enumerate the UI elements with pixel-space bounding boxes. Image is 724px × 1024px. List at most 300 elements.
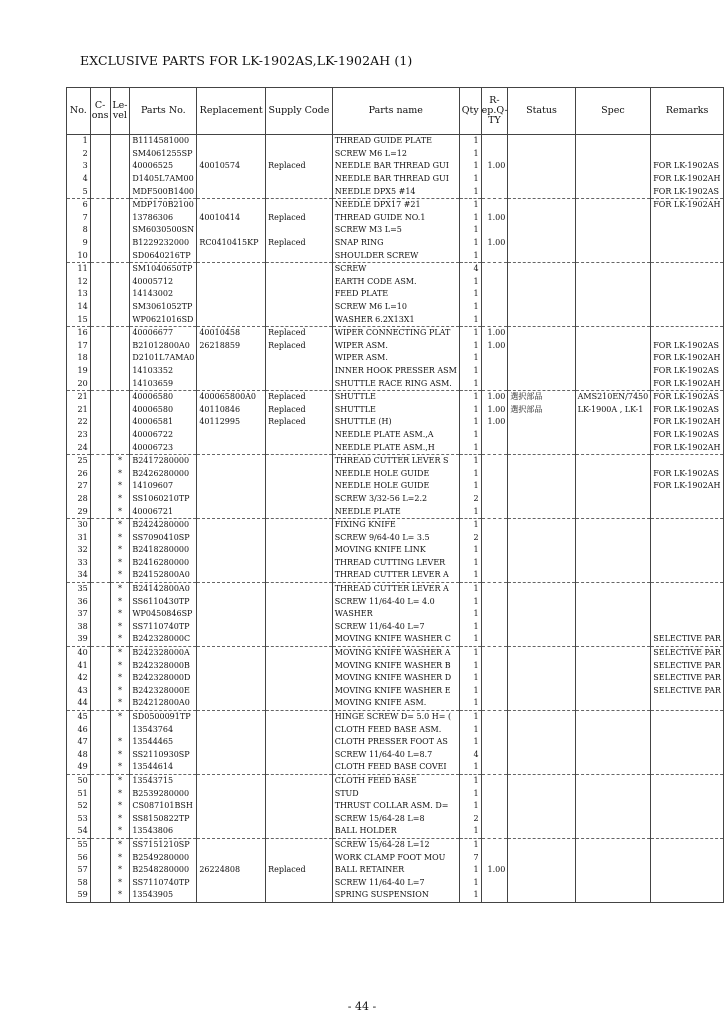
- cell-status: [508, 212, 575, 225]
- cell-replacement: [197, 672, 266, 685]
- cell-supply-code: [266, 749, 333, 762]
- cell-qty: 1: [459, 441, 481, 454]
- cell-level: *: [110, 736, 130, 749]
- cell-spec: [575, 340, 651, 353]
- cell-no: 4: [67, 173, 91, 186]
- table-row: [67, 429, 724, 442]
- cell-supply-code: Replaced: [266, 403, 333, 416]
- cell-level: [110, 352, 130, 365]
- cell-rep-qty: [481, 441, 508, 454]
- cell-cons: [90, 685, 110, 698]
- cell-spec: [575, 697, 651, 710]
- cell-parts-no: D1405L7AM00: [130, 173, 197, 186]
- cell-replacement: [197, 493, 266, 506]
- cell-remarks: SELECTIVE PAR: [651, 685, 724, 698]
- cell-cons: [90, 340, 110, 353]
- cell-status: [508, 429, 575, 442]
- cell-cons: [90, 621, 110, 634]
- cell-no: 8: [67, 224, 91, 237]
- cell-parts-name: SCREW: [332, 262, 459, 275]
- cell-supply-code: [266, 838, 333, 851]
- cell-cons: [90, 160, 110, 173]
- table-row: [67, 723, 724, 736]
- cell-qty: 1: [459, 889, 481, 902]
- cell-supply-code: [266, 441, 333, 454]
- cell-supply-code: [266, 851, 333, 864]
- cell-qty: 1: [459, 403, 481, 416]
- cell-rep-qty: [481, 313, 508, 326]
- cell-no: 56: [67, 851, 91, 864]
- cell-supply-code: [266, 454, 333, 467]
- cell-rep-qty: [481, 429, 508, 442]
- cell-parts-no: SS7090410SP: [130, 531, 197, 544]
- cell-parts-no: 13544614: [130, 761, 197, 774]
- cell-rep-qty: [481, 480, 508, 493]
- cell-parts-no: B2418280000: [130, 544, 197, 557]
- cell-no: 17: [67, 340, 91, 353]
- cell-no: 37: [67, 608, 91, 621]
- table-row: [67, 237, 724, 250]
- table-row: [67, 377, 724, 390]
- cell-spec: [575, 723, 651, 736]
- cell-spec: [575, 595, 651, 608]
- cell-level: *: [110, 672, 130, 685]
- cell-parts-name: MOVING KNIFE WASHER A: [332, 646, 459, 659]
- cell-status: [508, 659, 575, 672]
- cell-qty: 1: [459, 569, 481, 582]
- cell-rep-qty: [481, 646, 508, 659]
- cell-cons: [90, 876, 110, 889]
- cell-cons: [90, 441, 110, 454]
- cell-cons: [90, 518, 110, 531]
- cell-replacement: [197, 851, 266, 864]
- cell-parts-no: SD0640216TP: [130, 249, 197, 262]
- cell-status: [508, 493, 575, 506]
- cell-parts-name: NEEDLE PLATE: [332, 505, 459, 518]
- cell-rep-qty: 1.00: [481, 237, 508, 250]
- cell-qty: 1: [459, 659, 481, 672]
- cell-rep-qty: [481, 685, 508, 698]
- cell-supply-code: [266, 672, 333, 685]
- cell-cons: [90, 148, 110, 161]
- cell-spec: [575, 160, 651, 173]
- cell-spec: [575, 352, 651, 365]
- cell-level: [110, 288, 130, 301]
- cell-cons: [90, 403, 110, 416]
- table-row: [67, 659, 724, 672]
- cell-status: [508, 518, 575, 531]
- cell-replacement: [197, 224, 266, 237]
- cell-rep-qty: [481, 774, 508, 787]
- cell-remarks: [651, 313, 724, 326]
- cell-parts-name: FEED PLATE: [332, 288, 459, 301]
- cell-remarks: [651, 825, 724, 838]
- table-row: [67, 876, 724, 889]
- cell-parts-no: B2416280000: [130, 557, 197, 570]
- cell-status: [508, 889, 575, 902]
- cell-spec: [575, 787, 651, 800]
- cell-spec: [575, 505, 651, 518]
- cell-parts-no: B21012800A0: [130, 340, 197, 353]
- table-row: [67, 672, 724, 685]
- cell-supply-code: [266, 761, 333, 774]
- cell-cons: [90, 377, 110, 390]
- cell-spec: [575, 825, 651, 838]
- cell-replacement: [197, 288, 266, 301]
- table-body: [67, 135, 724, 903]
- cell-qty: 1: [459, 685, 481, 698]
- cell-remarks: [651, 787, 724, 800]
- cell-replacement: [197, 301, 266, 314]
- cell-rep-qty: [481, 262, 508, 275]
- cell-qty: 1: [459, 672, 481, 685]
- cell-parts-no: SS7151210SP: [130, 838, 197, 851]
- cell-parts-no: B2548280000: [130, 864, 197, 877]
- cell-level: [110, 135, 130, 148]
- cell-status: [508, 646, 575, 659]
- cell-parts-name: NEEDLE HOLE GUIDE: [332, 467, 459, 480]
- cell-rep-qty: [481, 544, 508, 557]
- cell-cons: [90, 493, 110, 506]
- cell-no: 7: [67, 212, 91, 225]
- cell-level: *: [110, 761, 130, 774]
- cell-qty: 1: [459, 249, 481, 262]
- cell-supply-code: [266, 685, 333, 698]
- cell-no: 19: [67, 365, 91, 378]
- cell-level: [110, 148, 130, 161]
- table-row: [67, 493, 724, 506]
- cell-status: [508, 557, 575, 570]
- cell-rep-qty: 1.00: [481, 212, 508, 225]
- table-row: [67, 441, 724, 454]
- cell-spec: [575, 851, 651, 864]
- cell-replacement: [197, 608, 266, 621]
- cell-remarks: [651, 800, 724, 813]
- cell-remarks: [651, 276, 724, 289]
- cell-supply-code: [266, 633, 333, 646]
- cell-cons: [90, 774, 110, 787]
- cell-qty: 1: [459, 800, 481, 813]
- cell-cons: [90, 352, 110, 365]
- cell-spec: [575, 301, 651, 314]
- cell-rep-qty: [481, 736, 508, 749]
- cell-level: *: [110, 710, 130, 723]
- cell-supply-code: [266, 697, 333, 710]
- cell-parts-name: HINGE SCREW D= 5.0 H= (: [332, 710, 459, 723]
- cell-spec: [575, 621, 651, 634]
- cell-qty: 1: [459, 340, 481, 353]
- cell-remarks: [651, 505, 724, 518]
- cell-status: [508, 851, 575, 864]
- cell-remarks: [651, 723, 724, 736]
- cell-qty: 1: [459, 557, 481, 570]
- cell-spec: [575, 198, 651, 211]
- cell-replacement: [197, 173, 266, 186]
- cell-supply-code: [266, 710, 333, 723]
- cell-parts-no: B24152800A0: [130, 569, 197, 582]
- cell-replacement: [197, 710, 266, 723]
- cell-qty: 1: [459, 697, 481, 710]
- cell-level: *: [110, 454, 130, 467]
- cell-cons: [90, 608, 110, 621]
- cell-no: 38: [67, 621, 91, 634]
- cell-rep-qty: [481, 377, 508, 390]
- cell-supply-code: [266, 352, 333, 365]
- cell-remarks: SELECTIVE PAR: [651, 633, 724, 646]
- cell-spec: [575, 838, 651, 851]
- cell-cons: [90, 544, 110, 557]
- cell-qty: 1: [459, 352, 481, 365]
- cell-rep-qty: [481, 697, 508, 710]
- cell-qty: 1: [459, 825, 481, 838]
- cell-level: [110, 173, 130, 186]
- cell-qty: 1: [459, 876, 481, 889]
- cell-replacement: [197, 838, 266, 851]
- cell-remarks: [651, 557, 724, 570]
- table-row: [67, 416, 724, 429]
- cell-replacement: [197, 774, 266, 787]
- cell-remarks: [651, 889, 724, 902]
- cell-supply-code: [266, 723, 333, 736]
- cell-status: [508, 416, 575, 429]
- cell-remarks: [651, 864, 724, 877]
- cell-status: 選択部品: [508, 403, 575, 416]
- cell-parts-name: SCREW 9/64-40 L= 3.5: [332, 531, 459, 544]
- table-row: [67, 365, 724, 378]
- cell-cons: [90, 736, 110, 749]
- table-row: [67, 198, 724, 211]
- cell-spec: [575, 569, 651, 582]
- cell-no: 22: [67, 416, 91, 429]
- cell-parts-name: SCREW 11/64-40 L=7: [332, 876, 459, 889]
- cell-status: [508, 825, 575, 838]
- cell-parts-name: SCREW 15/64-28 L=12: [332, 838, 459, 851]
- cell-spec: AMS210EN/7450: [575, 390, 651, 403]
- cell-replacement: [197, 313, 266, 326]
- cell-supply-code: [266, 262, 333, 275]
- cell-status: [508, 531, 575, 544]
- cell-rep-qty: [481, 467, 508, 480]
- table-row: [67, 467, 724, 480]
- cell-parts-name: NEEDLE HOLE GUIDE: [332, 480, 459, 493]
- cell-rep-qty: [481, 825, 508, 838]
- cell-replacement: [197, 736, 266, 749]
- cell-rep-qty: [481, 659, 508, 672]
- cell-level: [110, 416, 130, 429]
- cell-no: 24: [67, 441, 91, 454]
- cell-remarks: FOR LK-1902AS: [651, 185, 724, 198]
- cell-rep-qty: 1.00: [481, 326, 508, 339]
- cell-cons: [90, 301, 110, 314]
- cell-cons: [90, 787, 110, 800]
- cell-spec: [575, 633, 651, 646]
- cell-status: [508, 812, 575, 825]
- cell-level: [110, 377, 130, 390]
- table-row: [67, 276, 724, 289]
- cell-supply-code: Replaced: [266, 160, 333, 173]
- cell-level: *: [110, 864, 130, 877]
- cell-supply-code: [266, 480, 333, 493]
- cell-level: [110, 262, 130, 275]
- cell-remarks: FOR LK-1902AH: [651, 173, 724, 186]
- cell-rep-qty: [481, 185, 508, 198]
- cell-parts-name: NEEDLE PLATE ASM.,A: [332, 429, 459, 442]
- cell-parts-no: 13543905: [130, 889, 197, 902]
- table-row: [67, 212, 724, 225]
- cell-qty: 1: [459, 301, 481, 314]
- cell-remarks: [651, 621, 724, 634]
- cell-replacement: 40010458: [197, 326, 266, 339]
- cell-rep-qty: [481, 198, 508, 211]
- cell-supply-code: [266, 365, 333, 378]
- cell-parts-no: SS7110740TP: [130, 876, 197, 889]
- cell-spec: [575, 249, 651, 262]
- cell-cons: [90, 749, 110, 762]
- cell-replacement: [197, 685, 266, 698]
- cell-cons: [90, 889, 110, 902]
- cell-supply-code: [266, 659, 333, 672]
- table-row: [67, 710, 724, 723]
- cell-supply-code: [266, 646, 333, 659]
- cell-qty: 1: [459, 454, 481, 467]
- cell-qty: 1: [459, 224, 481, 237]
- cell-cons: [90, 135, 110, 148]
- cell-parts-name: CLOTH FEED BASE COVEI: [332, 761, 459, 774]
- cell-parts-no: SS7110740TP: [130, 621, 197, 634]
- cell-parts-name: FIXING KNIFE: [332, 518, 459, 531]
- cell-replacement: [197, 262, 266, 275]
- cell-status: [508, 262, 575, 275]
- cell-cons: [90, 173, 110, 186]
- cell-spec: [575, 429, 651, 442]
- cell-remarks: FOR LK-1902AH: [651, 377, 724, 390]
- cell-supply-code: [266, 736, 333, 749]
- cell-spec: [575, 646, 651, 659]
- cell-no: 28: [67, 493, 91, 506]
- cell-level: [110, 185, 130, 198]
- cell-level: *: [110, 531, 130, 544]
- cell-replacement: 400065800A0: [197, 390, 266, 403]
- cell-status: [508, 185, 575, 198]
- cell-level: *: [110, 595, 130, 608]
- cell-rep-qty: [481, 876, 508, 889]
- cell-replacement: [197, 185, 266, 198]
- cell-level: *: [110, 544, 130, 557]
- cell-parts-no: B24142800A0: [130, 582, 197, 595]
- cell-level: [110, 403, 130, 416]
- cell-qty: 1: [459, 160, 481, 173]
- cell-status: [508, 800, 575, 813]
- cell-cons: [90, 198, 110, 211]
- cell-replacement: 40110846: [197, 403, 266, 416]
- cell-spec: [575, 544, 651, 557]
- cell-remarks: [651, 544, 724, 557]
- cell-cons: [90, 710, 110, 723]
- header-spec: Spec: [575, 88, 651, 135]
- cell-remarks: FOR LK-1902AS: [651, 160, 724, 173]
- cell-level: *: [110, 518, 130, 531]
- cell-parts-no: SS2110930SP: [130, 749, 197, 762]
- cell-status: [508, 313, 575, 326]
- cell-rep-qty: [481, 505, 508, 518]
- cell-level: *: [110, 749, 130, 762]
- cell-parts-name: SCREW M3 L=5: [332, 224, 459, 237]
- cell-no: 27: [67, 480, 91, 493]
- cell-status: [508, 723, 575, 736]
- cell-level: [110, 301, 130, 314]
- table-row: [67, 800, 724, 813]
- cell-level: [110, 249, 130, 262]
- cell-no: 49: [67, 761, 91, 774]
- cell-cons: [90, 800, 110, 813]
- cell-status: [508, 224, 575, 237]
- cell-no: 41: [67, 659, 91, 672]
- cell-cons: [90, 429, 110, 442]
- cell-spec: [575, 224, 651, 237]
- cell-supply-code: Replaced: [266, 390, 333, 403]
- table-row: [67, 480, 724, 493]
- table-row: [67, 340, 724, 353]
- cell-level: *: [110, 582, 130, 595]
- cell-supply-code: Replaced: [266, 326, 333, 339]
- cell-supply-code: [266, 313, 333, 326]
- cell-replacement: [197, 569, 266, 582]
- cell-supply-code: [266, 582, 333, 595]
- cell-qty: 1: [459, 736, 481, 749]
- cell-spec: [575, 276, 651, 289]
- cell-no: 15: [67, 313, 91, 326]
- cell-no: 54: [67, 825, 91, 838]
- cell-rep-qty: [481, 889, 508, 902]
- cell-supply-code: [266, 608, 333, 621]
- cell-replacement: [197, 761, 266, 774]
- table-row: [67, 608, 724, 621]
- cell-parts-name: WORK CLAMP FOOT MOU: [332, 851, 459, 864]
- table-row: [67, 135, 724, 148]
- cell-no: 40: [67, 646, 91, 659]
- cell-no: 57: [67, 864, 91, 877]
- table-row: [67, 736, 724, 749]
- cell-rep-qty: [481, 352, 508, 365]
- header-level: Le-vel: [110, 88, 130, 135]
- cell-no: 14: [67, 301, 91, 314]
- cell-supply-code: [266, 505, 333, 518]
- cell-supply-code: [266, 557, 333, 570]
- cell-status: [508, 774, 575, 787]
- cell-cons: [90, 697, 110, 710]
- cell-rep-qty: [481, 851, 508, 864]
- cell-level: [110, 390, 130, 403]
- cell-supply-code: [266, 621, 333, 634]
- cell-parts-no: 14103352: [130, 365, 197, 378]
- cell-rep-qty: [481, 838, 508, 851]
- table-row: [67, 761, 724, 774]
- cell-no: 21: [67, 390, 91, 403]
- cell-supply-code: [266, 787, 333, 800]
- cell-cons: [90, 313, 110, 326]
- cell-rep-qty: [481, 276, 508, 289]
- cell-parts-name: MOVING KNIFE LINK: [332, 544, 459, 557]
- cell-replacement: [197, 582, 266, 595]
- cell-parts-no: 40006723: [130, 441, 197, 454]
- cell-remarks: [651, 237, 724, 250]
- cell-remarks: [651, 569, 724, 582]
- cell-qty: 7: [459, 851, 481, 864]
- cell-rep-qty: [481, 633, 508, 646]
- cell-qty: 1: [459, 467, 481, 480]
- cell-spec: [575, 761, 651, 774]
- cell-no: 39: [67, 633, 91, 646]
